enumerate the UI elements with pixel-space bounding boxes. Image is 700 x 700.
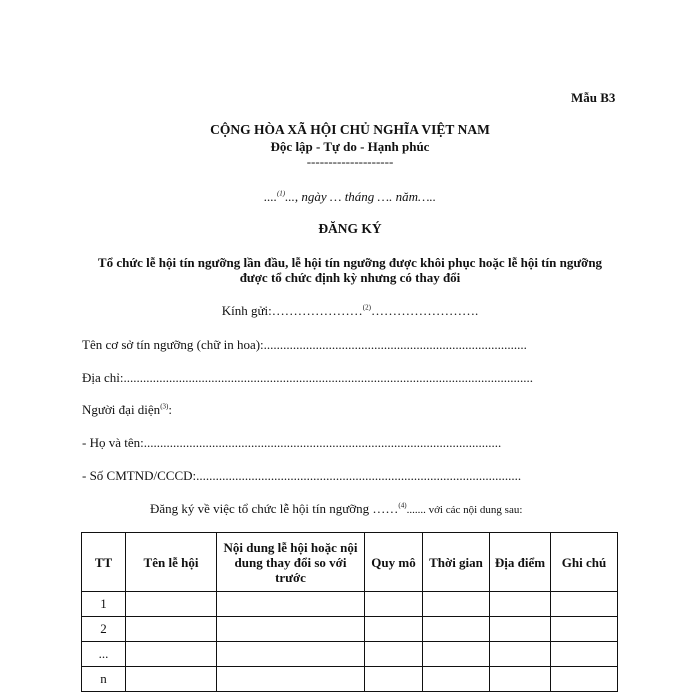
table-cell (365, 642, 423, 667)
table-cell-tt: 2 (82, 617, 126, 642)
document-title: ĐĂNG KÝ (318, 221, 382, 236)
table-cell (490, 667, 551, 692)
table-cell (217, 617, 365, 642)
table-cell (423, 617, 490, 642)
header-time: Thời gian (423, 533, 490, 592)
recipient-label: Kính gửi:………………… (221, 303, 363, 318)
table-cell (490, 642, 551, 667)
table-cell-tt: ... (82, 642, 126, 667)
table-cell (365, 592, 423, 617)
date-line (0, 189, 700, 205)
table-row (82, 617, 618, 642)
table-row (82, 592, 618, 617)
table-row (82, 667, 618, 692)
full-name-field: - Họ và tên:.............................................................................................................. (82, 435, 502, 450)
table-cell (126, 667, 217, 692)
header-tt: TT (82, 533, 126, 592)
register-rest: ....... với các nội dung sau: (406, 504, 523, 516)
header-scale: Quy mô (365, 533, 423, 592)
facility-name-field: Tên cơ sở tín ngưỡng (chữ in hoa):................................................................................. (82, 337, 527, 352)
table-cell-tt: n (82, 667, 126, 692)
representative-label: Người đại diện (82, 402, 161, 417)
recipient-rest: ……………………. (370, 303, 479, 318)
recipient-note: (2) (362, 303, 371, 312)
table-cell (217, 592, 365, 617)
date-prefix: .... (263, 189, 277, 204)
table-header-row (82, 533, 618, 592)
header-divider: -------------------- (306, 154, 394, 169)
table-cell (551, 642, 618, 667)
header-location: Địa điểm (490, 533, 551, 592)
representative-heading (82, 402, 172, 418)
register-line (150, 501, 522, 517)
table-cell (551, 592, 618, 617)
table-cell (490, 617, 551, 642)
table-cell (126, 617, 217, 642)
header-festival-name: Tên lễ hội (126, 533, 217, 592)
table-cell (551, 667, 618, 692)
festival-table (81, 532, 618, 692)
table-cell (423, 642, 490, 667)
representative-colon: : (168, 402, 172, 417)
table-cell (423, 667, 490, 692)
date-note: (1) (276, 189, 286, 198)
register-note: (4) (398, 501, 407, 510)
representative-note: (3) (160, 402, 169, 411)
header-content: Nội dung lễ hội hoặc nội dung thay đổi so với trước (217, 533, 365, 592)
id-number-field: - Số CMTND/CCCD:.................................................................................................... (82, 468, 522, 483)
table-cell (365, 667, 423, 692)
date-rest: ..., ngày … tháng …. năm….. (285, 189, 437, 204)
register-text: Đăng ký về việc tổ chức lễ hội tín ngưỡng …… (150, 501, 399, 516)
table-cell (490, 592, 551, 617)
national-motto: Độc lập - Tự do - Hạnh phúc (270, 139, 430, 154)
recipient-line (0, 303, 700, 319)
table-row (82, 642, 618, 667)
table-cell (217, 642, 365, 667)
table-cell (423, 592, 490, 617)
form-code: Mẫu B3 (571, 90, 616, 105)
address-field: Địa chỉ:.............................................................................................................................. (82, 370, 534, 385)
document-subtitle-line1: Tổ chức lễ hội tín ngưỡng lần đầu, lễ hội tín ngưỡng được khôi phục hoặc lễ hội tín ngưỡng (97, 255, 603, 270)
table-cell (365, 617, 423, 642)
table-cell (126, 642, 217, 667)
table-cell (126, 592, 217, 617)
header-notes: Ghi chú (551, 533, 618, 592)
document-subtitle-line2: được tổ chức định kỳ nhưng có thay đổi (239, 270, 461, 285)
country-name: CỘNG HÒA XÃ HỘI CHỦ NGHĨA VIỆT NAM (210, 122, 490, 137)
table-cell (217, 667, 365, 692)
table-cell (551, 617, 618, 642)
table-cell-tt: 1 (82, 592, 126, 617)
